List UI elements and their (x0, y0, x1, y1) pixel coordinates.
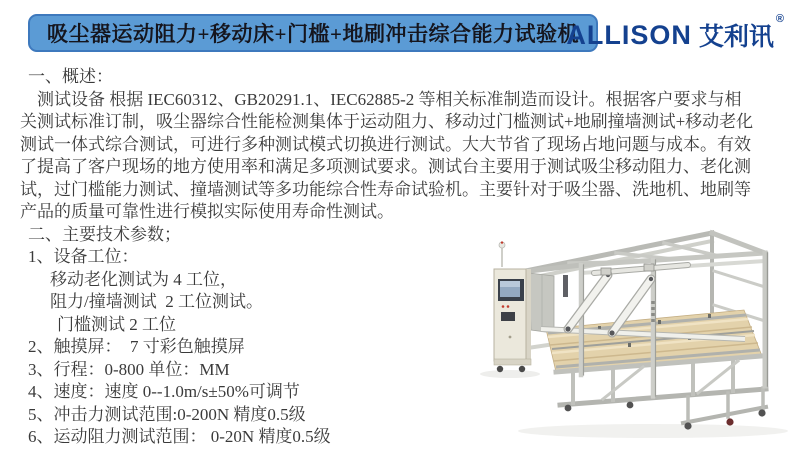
text-line: 4、速度：速度 0--1.0m/s±50%可调节 (28, 382, 300, 401)
text-line: 产品的质量可靠性进行模拟实际使用寿命性测试。 (20, 202, 394, 221)
title-banner: 吸尘器运动阻力+移动床+门槛+地刷冲击综合能力试验机 (28, 14, 598, 52)
text-line: 测试设备 根据 IEC60312、GB20291.1、IEC62885-2 等相关标准制造而设计。根据客户要求与相 (37, 89, 742, 109)
text-line: 阻力/撞墙测试 2 工位测试。 (50, 292, 263, 311)
control-cabinet (494, 241, 531, 365)
text-line: 移动老化测试为 4 工位， (50, 269, 237, 289)
text-line: 二、主要技术参数； (28, 224, 181, 244)
side-panel (529, 273, 554, 333)
brand-logo (566, 13, 784, 53)
text-line: 6、运动阻力测试范围： 0-20N 精度0.5级 (28, 427, 331, 446)
floor-shadow (480, 370, 788, 438)
text-line: 关测试标准订制，吸尘器综合性能检测集体于运动阻力、移动过门槛测试+地刷撞墙测试+移动老化 (20, 112, 754, 131)
text-line: 2、触摸屏： 7 寸彩色触摸屏 (28, 337, 245, 356)
text-line: 了提高了客户现场的地方使用率和满足多项测试要求。测试台主要用于测试吸尘移动阻力、老化测 (20, 157, 751, 176)
registered-mark-icon: ® (775, 13, 784, 25)
text-line: 一、概述： (28, 67, 113, 86)
logo-text-cjk: 艾利讯 (698, 23, 774, 51)
logo-text-latin: ALLISON (566, 19, 692, 50)
text-line: 试，过门槛能力测试、撞墙测试等多功能综合性寿命试验机。主要针对于吸尘器、洗地机、地刷等 (20, 179, 751, 199)
text-line: 1、设备工位： (28, 247, 139, 266)
text-line: 门槛测试 2 工位 (57, 314, 176, 334)
text-line: 5、冲击力测试范围:0-200N 精度0.5级 (28, 404, 306, 424)
text-line: 测试一体式综合测试，可进行多种测试模式切换进行测试。大大节省了现场占地问题与成本。有效 (20, 134, 751, 154)
machine-photo (398, 208, 798, 450)
text-line: 3、行程：0-800 单位：MM (28, 359, 230, 379)
